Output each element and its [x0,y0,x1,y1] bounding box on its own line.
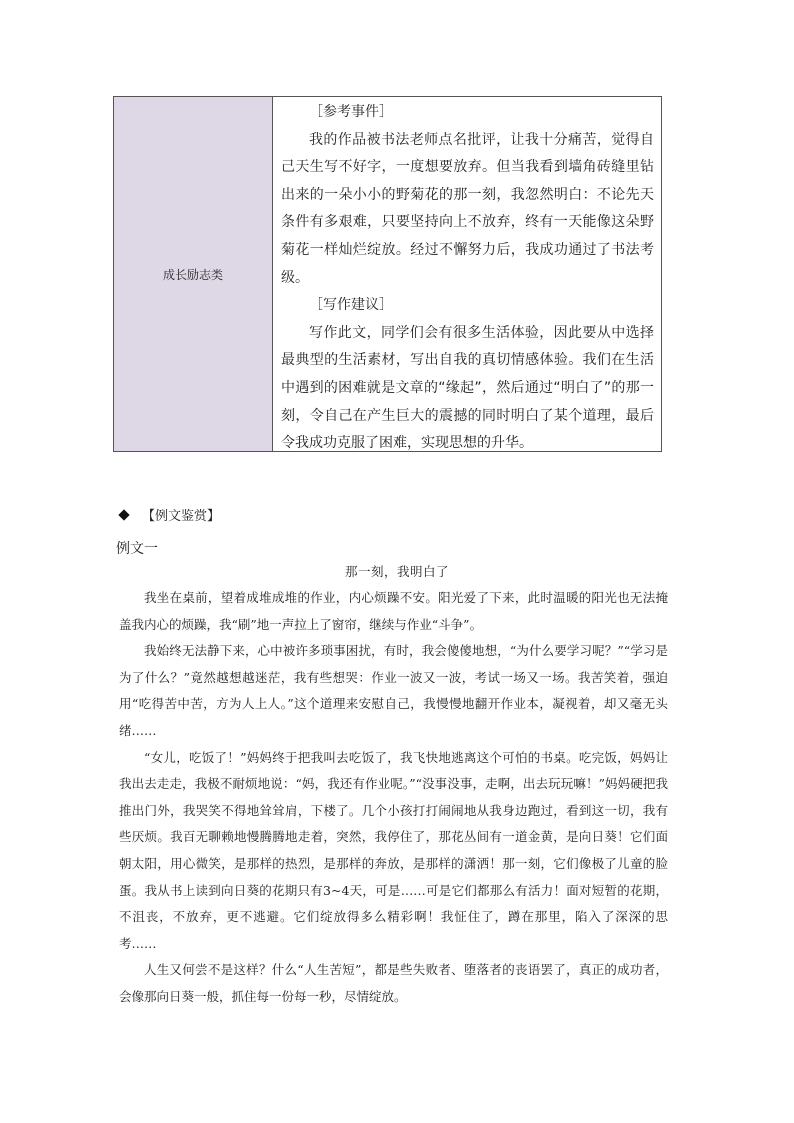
essay-paragraph: 我始终无法静下来，心中被许多琐事困扰，有时，我会傻傻地想，“为什么要学习呢？”“学习是为了什么？”竟然越想越迷茫，我有些想哭：作业一波又一波，考试一场又一场。我苦笑着，强迫用“吃得苦中苦，方为人上人。”这个道理来安慰自己，我慢慢地翻开作业本，凝视着，却又毫无头绪…… [119,643,668,738]
essay-paragraph: 人生又何尝不是这样？什么“人生苦短”，都是些失败者、堕落者的丧语罢了，真正的成功者，会像那向日葵一般，抓住每一份每一秒，尽情绽放。 [119,962,668,1004]
diamond-bullet-icon [118,509,129,520]
content-cell [273,97,661,451]
essay-title: 那一刻，我明白了 [344,564,449,579]
category-cell [114,97,273,451]
essay-body [119,585,668,1011]
essay-paragraph: “女儿，吃饭了！”妈妈终于把我叫去吃饭了，我飞快地逃离这个可怕的书桌。吃完饭，妈妈让我出去走走，我极不耐烦地说：“妈，我还有作业呢。”“没事没事，走啊，出去玩玩嘛！”妈妈硬把我推出门外，我哭笑不得地耸耸肩，下楼了。几个小孩打打闹闹地从我身边跑过，看到这一切，我有些厌烦。我百无聊赖地慢腾腾地走着，突然，我停住了，那花丛间有一道金黄，是向日葵！它们面朝太阳，用心微笑，是那样的热烈，是那样的奔放，是那样的潇洒！那一刻，它们像极了儿童的脸蛋。我从书上读到向日葵的花期只有3~4天，可是……可是它们都那么有活力！面对短暂的花期，不沮丧，不放弃，更不逃避。它们绽放得多么精彩啊！我怔住了，蹲在那里，陷入了深深的思考…… [119,749,668,951]
event-label: ［参考事件］ [309,104,393,120]
advice-text: 写作此文，同学们会有很多生活体验，因此要从中选择最典型的生活素材，写出自我的真切情感体验。我们在生活中遇到的困难就是文章的“缘起”，然后通过“明白了”的那一刻，令自己在产生巨大的震撼的同时明白了某个道理，最后令我成功克服了困难，实现思想的升华。 [281,324,654,452]
reference-table [113,96,662,452]
example-label: 例文一 [116,541,158,557]
section-heading [120,505,220,524]
essay-paragraph: 我坐在桌前，望着成堆成堆的作业，内心烦躁不安。阳光爱了下来，此时温暖的阳光也无法掩盖我内心的烦躁，我“刷”地一声拉上了窗帘，继续与作业“斗争”。 [119,590,668,632]
section-heading-text: 【例文鉴赏】 [142,509,221,524]
advice-label: ［写作建议］ [309,297,393,314]
category-label: 成长励志类 [162,267,223,282]
event-text: 我的作品被书法老师点名批评，让我十分痛苦，觉得自己天生写不好字，一度想要放弃。但当我看到墙角砖缝里钻出来的一朵小小的野菊花的那一刻，我忽然明白：不论先天条件有多艰难，只要坚持向上不放弃，终有一天能像这朵野菊花一样灿烂绽放。经过不懈努力后，我成功通过了书法考级。 [281,131,654,286]
